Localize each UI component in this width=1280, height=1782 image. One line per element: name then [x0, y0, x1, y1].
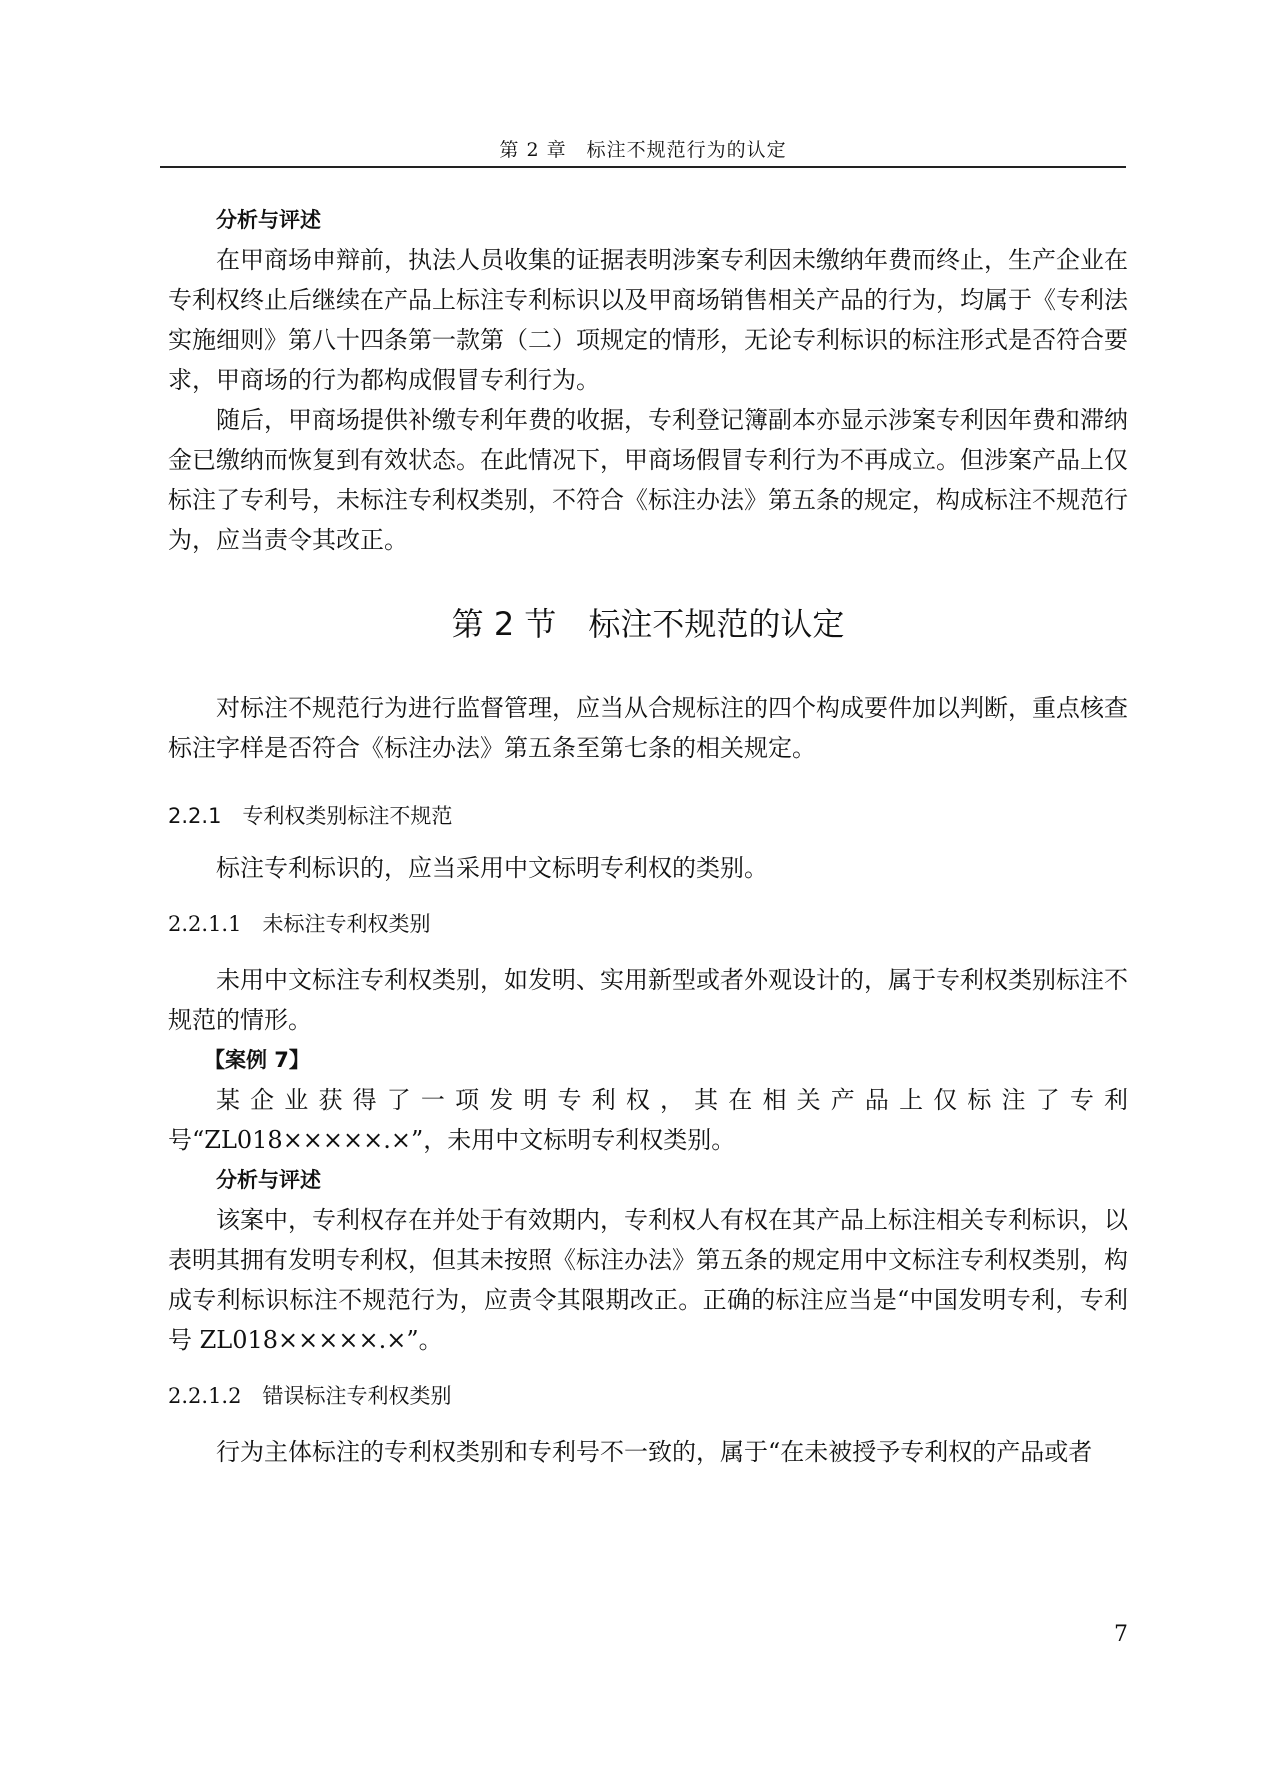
case-paragraph: 某企业获得了一项发明专利权，其在相关产品上仅标注了专利号“ZL018×××××.×”，未用中文标明专利权类别。 — [168, 1086, 1128, 1154]
running-header: 第 2 章 标注不规范行为的认定 — [499, 139, 787, 161]
analysis-heading-2: 分析与评述 — [216, 1168, 321, 1192]
subsection-heading-2-2-1: 2.2.1 专利权类别标注不规范 — [168, 804, 453, 828]
subsubsection-heading-2-2-1-2: 2.2.1.2 错误标注专利权类别 — [168, 1384, 452, 1408]
subsubsection-heading-2-2-1-1: 2.2.1.1 未标注专利权类别 — [168, 912, 431, 936]
analysis-2-paragraph: 该案中，专利权存在并处于有效期内，专利权人有权在其产品上标注相关专利标识，以表明其拥有发明专利权，但其未按照《标注办法》第五条的规定用中文标注专利权类别，构成专利标识标注不规范行为，应责令其限期改正。正确的标注应当是“中国发明专利，专利号 ZL018×××××.×”。 — [168, 1206, 1128, 1354]
page-content — [168, 200, 1128, 1472]
case-heading: 【案例 7】 — [204, 1048, 310, 1072]
subsubsection-paragraph-2-2-1-2: 行为主体标注的专利权类别和专利号不一致的，属于“在未被授予专利权的产品或者 — [216, 1438, 1093, 1466]
header-rule — [160, 166, 1126, 168]
analysis-paragraph-2: 随后，甲商场提供补缴专利年费的收据，专利登记簿副本亦显示涉案专利因年费和滞纳金已缴纳而恢复到有效状态。在此情况下，甲商场假冒专利行为不再成立。但涉案产品上仅标注了专利号，未标注专利权类别，不符合《标注办法》第五条的规定，构成标注不规范行为，应当责令其改正。 — [168, 406, 1128, 554]
analysis-heading: 分析与评述 — [216, 208, 321, 232]
section-title: 第 2 节 标注不规范的认定 — [451, 605, 845, 643]
section-intro-paragraph: 对标注不规范行为进行监督管理，应当从合规标注的四个构成要件加以判断，重点核查标注字样是否符合《标注办法》第五条至第七条的相关规定。 — [168, 694, 1128, 762]
analysis-paragraph-1: 在甲商场申辩前，执法人员收集的证据表明涉案专利因未缴纳年费而终止，生产企业在专利权终止后继续在产品上标注专利标识以及甲商场销售相关产品的行为，均属于《专利法实施细则》第八十四条第一款第（二）项规定的情形，无论专利标识的标注形式是否符合要求，甲商场的行为都构成假冒专利行为。 — [168, 246, 1128, 394]
subsection-paragraph-2-2-1: 标注专利标识的，应当采用中文标明专利权的类别。 — [216, 854, 768, 882]
page-number: 7 — [1114, 1622, 1128, 1647]
subsubsection-paragraph-2-2-1-1: 未用中文标注专利权类别，如发明、实用新型或者外观设计的，属于专利权类别标注不规范的情形。 — [168, 966, 1128, 1034]
